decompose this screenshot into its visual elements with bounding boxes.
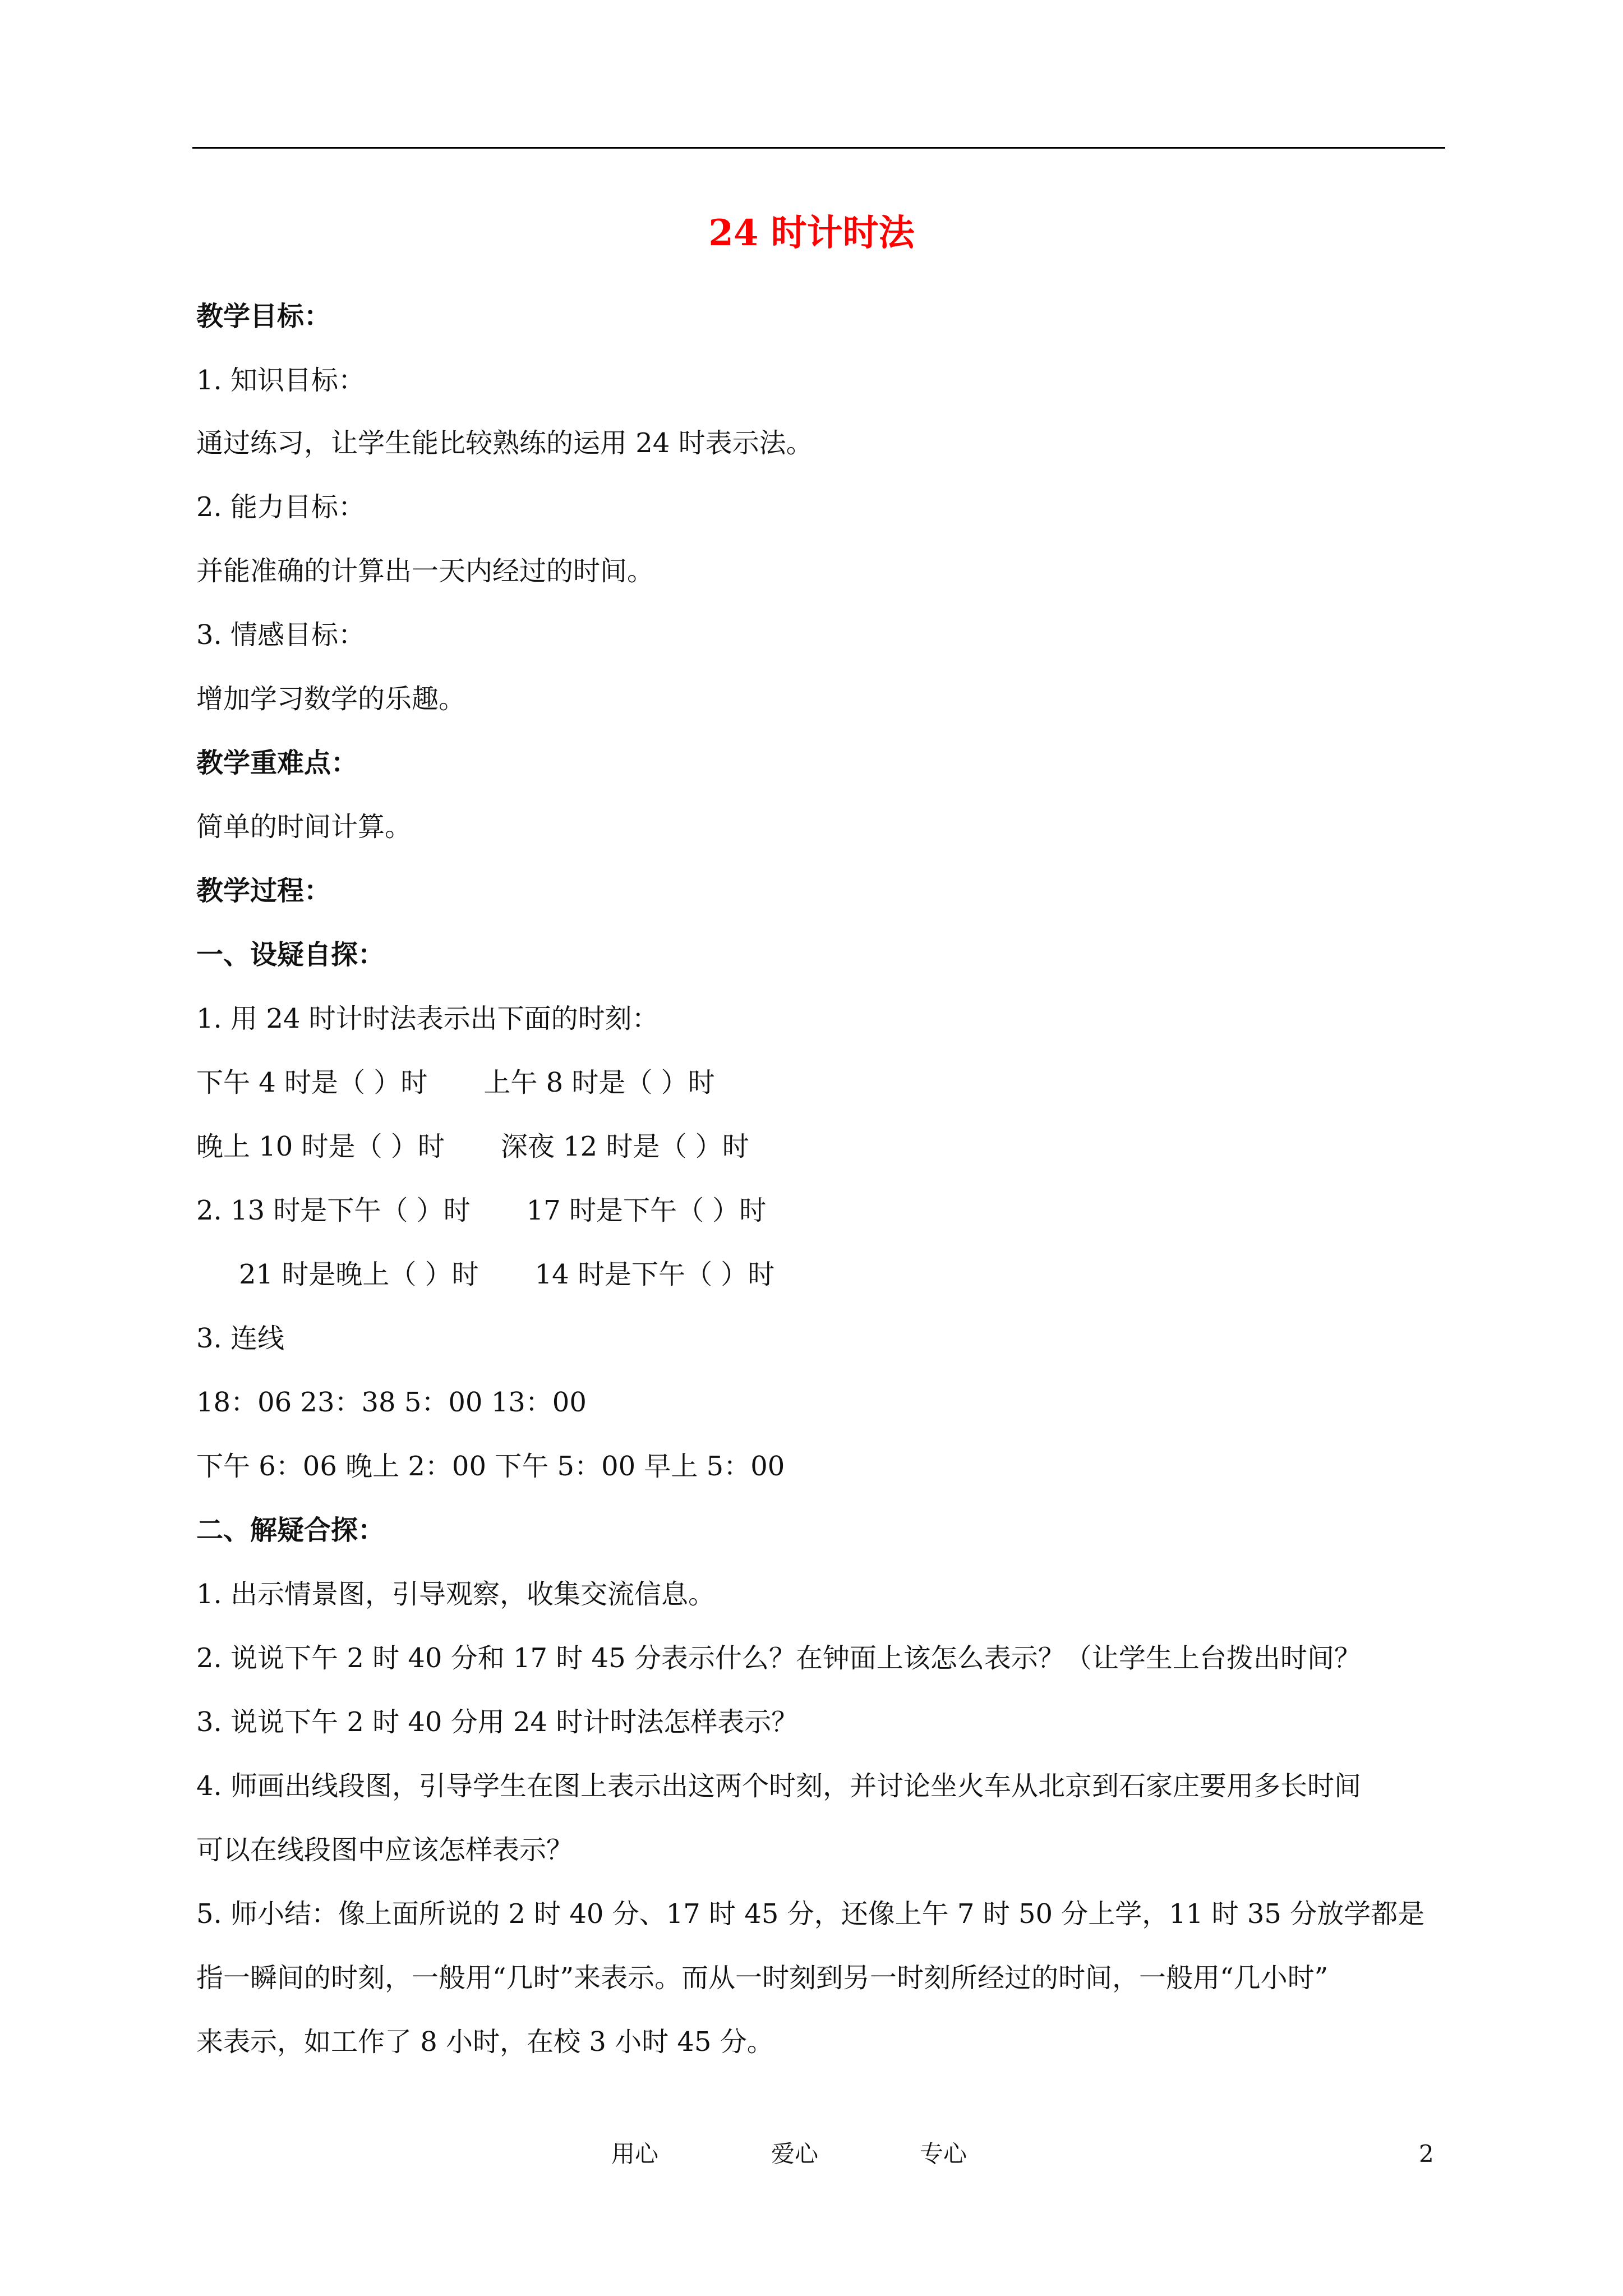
objective-ability-label: 2. 能力目标： <box>196 491 366 523</box>
section-heading-objectives: 教学目标： <box>196 301 331 332</box>
exercise-2-item-c: 21 时是晚上（ ）时 <box>239 1259 479 1290</box>
exercise-1-item-d: 深夜 12 时是（ ）时 <box>500 1131 749 1162</box>
objective-ability-text: 并能准确的计算出一天内经过的时间。 <box>196 555 654 587</box>
footer-slogan-3: 专心 <box>920 2140 967 2168</box>
subsection-heading-resolve: 二、解疑合探： <box>196 1515 385 1546</box>
subsection-heading-explore: 一、设疑自探： <box>196 939 385 970</box>
resolve-step-5: 5. 师小结：像上面所说的 2 时 40 分、17 时 45 分，还像上午 7 时 50 分上学，11 时 35 分放学都是 <box>196 1898 1425 1930</box>
objective-emotion-label: 3. 情感目标： <box>196 619 366 651</box>
exercise-2-row-1 <box>196 1195 766 1227</box>
exercise-2-item-a: 2. 13 时是下午（ ）时 <box>196 1195 471 1226</box>
exercise-2-row-2 <box>239 1259 774 1291</box>
exercise-1-item-a: 下午 4 时是（ ）时 <box>196 1067 428 1098</box>
exercise-1-row-1 <box>196 1067 715 1099</box>
footer-slogan-2: 爱心 <box>771 2140 819 2168</box>
resolve-step-1: 1. 出示情景图，引导观察，收集交流信息。 <box>196 1579 716 1610</box>
objective-knowledge-text: 通过练习，让学生能比较熟练的运用 24 时表示法。 <box>196 427 813 459</box>
page-number: 2 <box>1419 2140 1434 2168</box>
exercise-1-row-2 <box>196 1131 749 1163</box>
exercise-3-times-24h: 18：06 23：38 5：00 13：00 <box>196 1387 587 1418</box>
resolve-step-4: 4. 师画出线段图，引导学生在图上表示出这两个时刻，并讨论坐火车从北京到石家庄要用多长时间 <box>196 1770 1362 1802</box>
exercise-1-prompt: 1. 用 24 时计时法表示出下面的时刻： <box>196 1003 659 1034</box>
document-title: 24 时计时法 <box>708 212 915 254</box>
exercise-1-item-c: 晚上 10 时是（ ）时 <box>196 1131 445 1162</box>
section-heading-process: 教学过程： <box>196 875 331 907</box>
resolve-step-2: 2. 说说下午 2 时 40 分和 17 时 45 分表示什么？在钟面上该怎么表示？（让学生上台拨出时间？ <box>196 1642 1361 1674</box>
objective-knowledge-label: 1. 知识目标： <box>196 365 366 396</box>
resolve-step-3: 3. 说说下午 2 时 40 分用 24 时计时法怎样表示？ <box>196 1706 799 1738</box>
resolve-step-5-cont-1: 指一瞬间的时刻，一般用“几时”来表示。而从一时刻到另一时刻所经过的时间，一般用“几小时” <box>196 1962 1329 1994</box>
exercise-1-item-b: 上午 8 时是（ ）时 <box>483 1067 715 1098</box>
exercise-3-prompt: 3. 连线 <box>196 1323 285 1354</box>
resolve-step-4-cont: 可以在线段图中应该怎样表示？ <box>196 1834 574 1866</box>
footer-slogan-1: 用心 <box>611 2140 659 2168</box>
objective-emotion-text: 增加学习数学的乐趣。 <box>196 683 466 715</box>
key-points-text: 简单的时间计算。 <box>196 811 412 843</box>
exercise-2-item-d: 14 时是下午（ ）时 <box>534 1259 775 1290</box>
section-heading-key-points: 教学重难点： <box>196 747 358 779</box>
exercise-2-item-b: 17 时是下午（ ）时 <box>526 1195 767 1226</box>
resolve-step-5-cont-2: 来表示，如工作了 8 小时，在校 3 小时 45 分。 <box>196 2026 774 2058</box>
header-rule <box>192 147 1445 149</box>
exercise-3-times-12h: 下午 6：06 晚上 2：00 下午 5：00 早上 5：00 <box>196 1451 785 1482</box>
